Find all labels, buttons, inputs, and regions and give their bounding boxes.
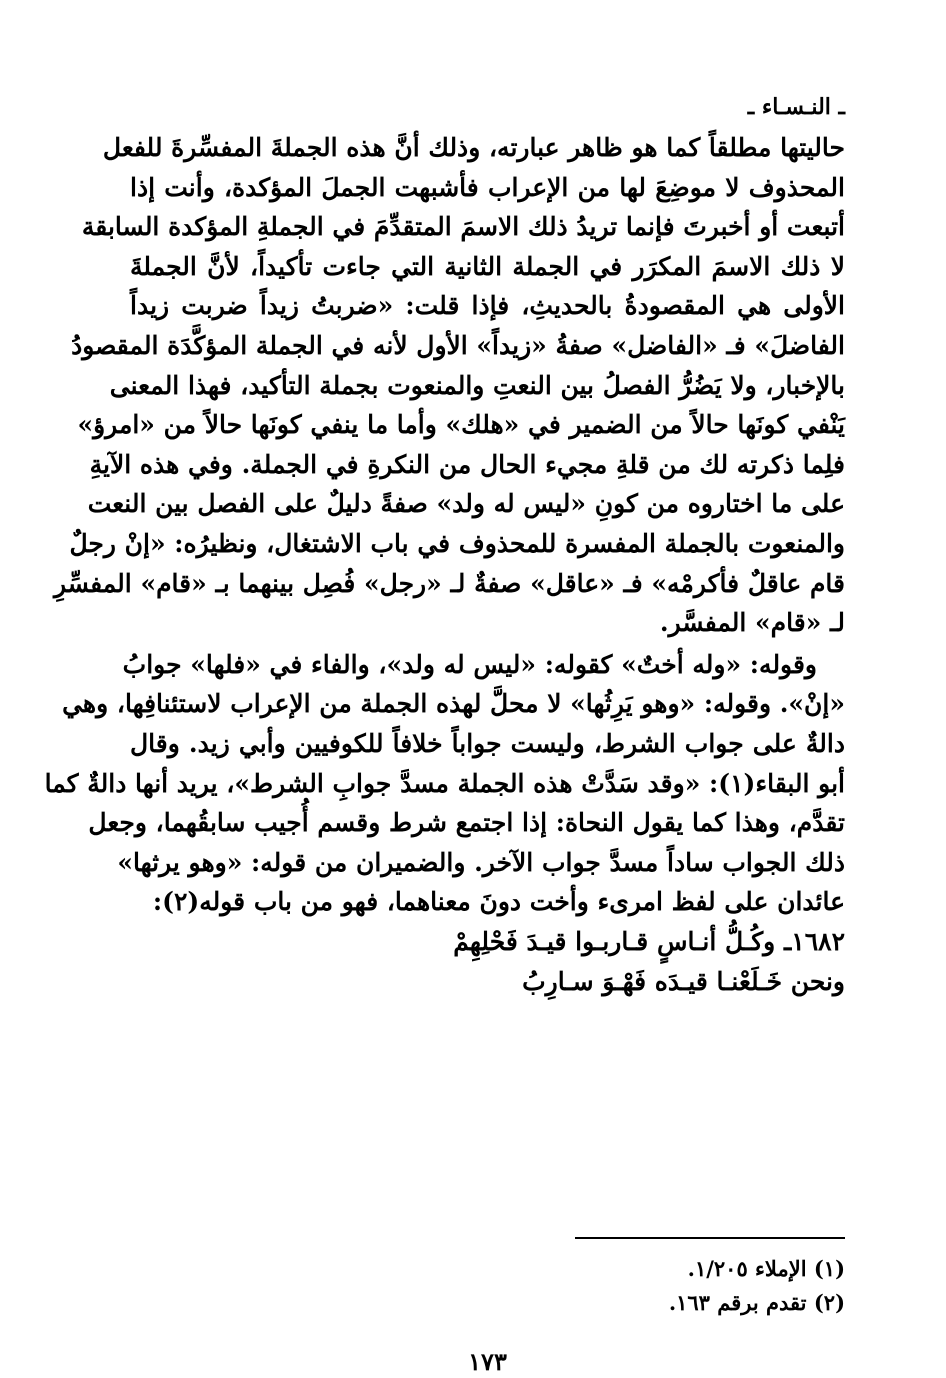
text-line: على ما اختاروه من كونِ «ليس له ولد» صفةً دليلٌ على الفصل بين النعت bbox=[87, 489, 845, 519]
book-page bbox=[44, 82, 845, 1376]
footnote-2: (٢) تقدم برقم ١٦٣. bbox=[668, 1290, 845, 1315]
running-header: ـ النـسـاء ـ bbox=[747, 94, 845, 120]
verse-line-2: ونحن خَـلَعْنـا قيـدَه فَهْـوَ سـارِبُ bbox=[522, 966, 845, 996]
poetry-verse bbox=[130, 922, 845, 1002]
text-line: بالإخبار، ولا يَضُرُّ الفصلُ بين النعتِ والمنعوت بجملة التأكيد، فهذا المعنى bbox=[109, 370, 845, 400]
text-line: لـ «قام» المفسَّر. bbox=[659, 608, 845, 638]
text-line: حاليتها مطلقاً كما هو ظاهر عبارته، وذلك أنَّ هذه الجملةَ المفسِّرةَ للفعل bbox=[102, 133, 845, 162]
text-line: الأولى هي المقصودةُ بالحديثِ، فإذا قلت: «ضربتُ زيداً ضربت زيداً bbox=[130, 291, 845, 321]
text-line: دالةٌ على جواب الشرط، وليست جواباً خلافاً للكوفيين وأبي زيد. وقال bbox=[130, 728, 845, 758]
verse-line-1: ١٦٨٢ـ وكُـلُّ أنـاسٍ قـاربـوا قيـدَ فَحْلِهِمْ bbox=[453, 926, 845, 956]
text-line: «إنْ». وقوله: «وهو يَرِثُها» لا محلَّ لهذه الجملة من الإعراب لاستئنافِها، وهي bbox=[62, 689, 845, 719]
text-line: أتبعت أو أخبرتَ فإنما تريدُ ذلك الاسمَ المتقدِّمَ في الجملةِ المؤكدة السابقة bbox=[81, 212, 845, 242]
text-line: والمنعوت بالجملة المفسرة للمحذوف في باب الاشتغال، ونظيرُه: «إنْ رجلٌ bbox=[69, 528, 845, 558]
footnote-divider bbox=[575, 1237, 845, 1239]
text-line: فلِما ذكرته لك من قلةِ مجيء الحال من النكرةِ في الجملة. وفي هذه الآيةِ bbox=[89, 449, 845, 479]
paragraph-1 bbox=[53, 128, 845, 643]
text-line: وقوله: «وله أختٌ» كقوله: «ليس له ولد»، والفاء في «فلها» جوابُ bbox=[122, 649, 817, 679]
paragraph-2 bbox=[44, 645, 845, 922]
text-line: ذلك الجواب ساداً مسدَّ جواب الآخر. والضميران من قوله: «وهو يرثها» bbox=[117, 847, 845, 877]
text-line: المحذوف لا موضِعَ لها من الإعراب فأشبهت الجملَ المؤكدة، وأنت إذا bbox=[130, 172, 845, 202]
text-line: الفاضلَ» فـ «الفاضل» صفةُ «زيداً» الأول لأنه في الجملة المؤكَّدَة المقصودُ bbox=[71, 330, 845, 360]
text-line: عائدان على لفظ امرىء وأخت دونَ معناهما، فهو من باب قوله(٢): bbox=[152, 887, 845, 917]
footnote-1: (١) الإملاء ١/٢٠٥. bbox=[687, 1256, 845, 1281]
text-line: لا ذلك الاسمَ المكرَر في الجملة الثانية التي جاءت تأكيداً، لأنَّ الجملةَ bbox=[130, 251, 845, 281]
page-number: ١٧٣ bbox=[468, 1347, 507, 1376]
text-line: تقدَّم، وهذا كما يقول النحاة: إذا اجتمع شرط وقسم أُجيب سابقُهما، وجعل bbox=[88, 808, 845, 838]
footnotes bbox=[130, 1252, 845, 1320]
text-line: قام عاقلٌ فأكرمْه» فـ «عاقل» صفةٌ لـ «رجل» فُصِل بينهما بـ «قام» المفسِّرِ bbox=[53, 568, 845, 598]
main-text bbox=[44, 128, 845, 1002]
text-line: يَنْفي كونَها حالاً من الضمير في «هلك» وأما ما ينفي كونَها حالاً من «امرؤ» bbox=[77, 410, 845, 440]
text-line: أبو البقاء(١): «وقد سَدَّتْ هذه الجملة مسدَّ جوابِ الشرط»، يريد أنها دالةٌ كما bbox=[44, 768, 845, 798]
